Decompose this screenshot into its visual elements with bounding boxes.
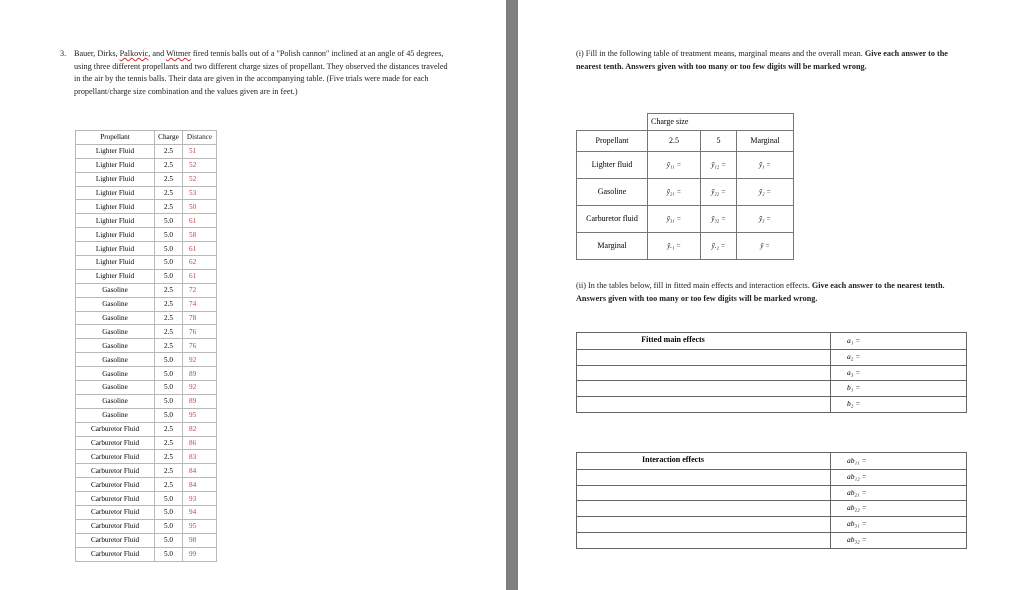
- cell-propellant: Carburetor Fluid: [76, 478, 155, 492]
- cell-propellant: Lighter Fluid: [76, 242, 155, 256]
- cell-distance: 95: [183, 519, 217, 533]
- data-table-header: [76, 131, 217, 145]
- cell-charge: 5.0: [155, 367, 183, 381]
- table-row: [76, 200, 217, 214]
- cell-distance: 50: [183, 200, 217, 214]
- cell-propellant: Carburetor Fluid: [76, 533, 155, 547]
- cell-propellant: Gasoline: [76, 283, 155, 297]
- table-row: [76, 144, 217, 158]
- interaction-effect-value-2[interactable]: ab₁₂ =: [847, 471, 867, 481]
- cell-charge: 5.0: [155, 256, 183, 270]
- cell-propellant: Lighter Fluid: [76, 186, 155, 200]
- cell-propellant: Carburetor Fluid: [76, 547, 155, 561]
- cell-charge: 5.0: [155, 353, 183, 367]
- intro-post: fired tennis balls out of a "Polish cannon" inclined at an angle of 45 degrees, using three different propellants and two different charge sizes of propellant. They observed the distances traveled in the air by the tennis balls. Their data are given in the accompanying table. (Five trials were made for each propellant/charge size combination and the values given are in feet.): [74, 49, 448, 96]
- row-carburetor-fluid: Carburetor fluid: [577, 205, 648, 232]
- cell-charge: 5.0: [155, 547, 183, 561]
- cell-distance: 74: [183, 297, 217, 311]
- table-row: [76, 394, 217, 408]
- cell-propellant: Gasoline: [76, 339, 155, 353]
- cell-charge: 2.5: [155, 200, 183, 214]
- cell-charge: 2.5: [155, 172, 183, 186]
- part-ii-instructions: [576, 280, 966, 305]
- table-row: [76, 506, 217, 520]
- cell-propellant: Lighter Fluid: [76, 269, 155, 283]
- cell-charge: 2.5: [155, 450, 183, 464]
- table-row: [76, 339, 217, 353]
- table-row: [76, 422, 217, 436]
- cell-propellant: Gasoline: [76, 381, 155, 395]
- table-row: [76, 214, 217, 228]
- cell-distance: 95: [183, 408, 217, 422]
- cell-propellant: Gasoline: [76, 367, 155, 381]
- cell-y1[interactable]: ȳ₁ =: [737, 151, 794, 178]
- cell-charge: 5.0: [155, 269, 183, 283]
- table-row: [76, 492, 217, 506]
- intro-and: , and: [148, 49, 167, 58]
- part-i-instructions: [576, 48, 966, 73]
- table-row: [76, 381, 217, 395]
- interaction-effect-value-5[interactable]: ab₃₁ =: [847, 519, 867, 529]
- data-table: [75, 130, 217, 562]
- cell-charge: 2.5: [155, 283, 183, 297]
- cell-y11[interactable]: ȳ₁₁ =: [648, 151, 701, 178]
- table-row: [76, 367, 217, 381]
- cell-distance: 62: [183, 256, 217, 270]
- cell-propellant: Gasoline: [76, 353, 155, 367]
- table-row: [76, 186, 217, 200]
- cell-distance: 94: [183, 506, 217, 520]
- cell-charge: 5.0: [155, 228, 183, 242]
- cell-charge: 2.5: [155, 436, 183, 450]
- cell-charge: 2.5: [155, 325, 183, 339]
- cell-charge: 5.0: [155, 381, 183, 395]
- table-row: [76, 464, 217, 478]
- cell-distance: 92: [183, 353, 217, 367]
- cell-distance: 76: [183, 339, 217, 353]
- cell-propellant: Carburetor Fluid: [76, 519, 155, 533]
- cell-charge: 2.5: [155, 144, 183, 158]
- cell-propellant: Gasoline: [76, 325, 155, 339]
- fitted-effect-value-5[interactable]: b₂ =: [847, 399, 861, 409]
- cell-y-overall[interactable]: ȳ =: [737, 232, 794, 259]
- interaction-effect-value-1[interactable]: ab₁₁ =: [847, 456, 867, 465]
- problem-statement: [60, 48, 452, 98]
- col-charge-2-5: 2.5: [648, 130, 701, 151]
- cell-propellant: Lighter Fluid: [76, 200, 155, 214]
- cell-propellant: Carburetor Fluid: [76, 464, 155, 478]
- right-page: [518, 0, 1024, 590]
- name-witmer: Witmer: [166, 49, 191, 58]
- header-charge: Charge: [155, 131, 183, 145]
- cell-propellant: Lighter Fluid: [76, 172, 155, 186]
- table-row: [76, 478, 217, 492]
- cell-distance: 61: [183, 242, 217, 256]
- left-page: [0, 0, 506, 590]
- cell-propellant: Lighter Fluid: [76, 214, 155, 228]
- table-row: [76, 436, 217, 450]
- table-row: [76, 311, 217, 325]
- cell-propellant: Lighter Fluid: [76, 256, 155, 270]
- cell-distance: 51: [183, 144, 217, 158]
- cell-distance: 72: [183, 283, 217, 297]
- fitted-main-effects-table: [576, 332, 967, 413]
- cell-distance: 83: [183, 450, 217, 464]
- intro-pre: Bauer, Dirks,: [74, 49, 120, 58]
- fitted-effect-value-3[interactable]: a₃ =: [847, 367, 861, 377]
- cell-charge: 5.0: [155, 533, 183, 547]
- cell-y12[interactable]: ȳ₁₂ =: [701, 151, 737, 178]
- means-table: [576, 113, 794, 260]
- cell-y3[interactable]: ȳ₃ =: [737, 205, 794, 232]
- table-row: [76, 408, 217, 422]
- table-row: [76, 228, 217, 242]
- cell-propellant: Gasoline: [76, 394, 155, 408]
- cell-y2[interactable]: ȳ₂ =: [737, 178, 794, 205]
- cell-propellant: Carburetor Fluid: [76, 422, 155, 436]
- cell-distance: 86: [183, 436, 217, 450]
- part-ii-text: (ii) In the tables below, fill in fitted main effects and interaction effects.: [576, 281, 812, 290]
- cell-distance: 99: [183, 547, 217, 561]
- cell-charge: 2.5: [155, 464, 183, 478]
- table-row: [76, 283, 217, 297]
- cell-distance: 61: [183, 214, 217, 228]
- table-row: [76, 172, 217, 186]
- cell-charge: 5.0: [155, 492, 183, 506]
- interaction-effect-value-3[interactable]: ab₂₁ =: [847, 487, 867, 497]
- table-row: [76, 269, 217, 283]
- cell-charge: 2.5: [155, 186, 183, 200]
- fitted-main-effects-label: Fitted main effects: [641, 335, 705, 344]
- cell-distance: 78: [183, 311, 217, 325]
- table-row: [76, 547, 217, 561]
- cell-charge: 2.5: [155, 478, 183, 492]
- problem-number: 3.: [60, 49, 67, 58]
- interaction-effect-value-6[interactable]: ab₃₂ =: [847, 535, 867, 544]
- table-row: [76, 450, 217, 464]
- cell-charge: 2.5: [155, 339, 183, 353]
- cell-propellant: Carburetor Fluid: [76, 492, 155, 506]
- cell-propellant: Lighter Fluid: [76, 158, 155, 172]
- fitted-effect-value-1[interactable]: a₁ =: [847, 336, 861, 345]
- cell-y-dot-2[interactable]: ȳ.₂ =: [701, 232, 737, 259]
- row-gasoline: Gasoline: [577, 178, 648, 205]
- cell-y31[interactable]: ȳ₃₁ =: [648, 205, 701, 232]
- cell-charge: 2.5: [155, 311, 183, 325]
- table-row: [76, 242, 217, 256]
- cell-charge: 5.0: [155, 506, 183, 520]
- fitted-effect-value-2[interactable]: a₂ =: [847, 351, 861, 361]
- name-palkovic: Palkovic: [119, 49, 149, 58]
- cell-y21[interactable]: ȳ₂₁ =: [648, 178, 701, 205]
- cell-distance: 89: [183, 394, 217, 408]
- cell-charge: 5.0: [155, 394, 183, 408]
- cell-propellant: Lighter Fluid: [76, 144, 155, 158]
- cell-charge: 5.0: [155, 408, 183, 422]
- cell-distance: 82: [183, 422, 217, 436]
- cell-distance: 58: [183, 228, 217, 242]
- cell-charge: 2.5: [155, 422, 183, 436]
- cell-charge: 5.0: [155, 214, 183, 228]
- cell-distance: 52: [183, 158, 217, 172]
- charge-size-header: Charge size: [648, 114, 794, 131]
- cell-propellant: Carburetor Fluid: [76, 450, 155, 464]
- col-propellant: Propellant: [577, 130, 648, 151]
- table-row: [76, 297, 217, 311]
- header-propellant: Propellant: [76, 131, 155, 145]
- row-lighter-fluid: Lighter fluid: [577, 151, 648, 178]
- col-marginal: Marginal: [737, 130, 794, 151]
- cell-distance: 61: [183, 269, 217, 283]
- table-row: [76, 325, 217, 339]
- table-row: [76, 353, 217, 367]
- cell-distance: 53: [183, 186, 217, 200]
- cell-propellant: Carburetor Fluid: [76, 436, 155, 450]
- cell-charge: 5.0: [155, 519, 183, 533]
- cell-distance: 76: [183, 325, 217, 339]
- part-i-text: (i) Fill in the following table of treatment means, marginal means and the overall mean.: [576, 49, 865, 58]
- fitted-effect-value-4[interactable]: b₁ =: [847, 383, 861, 393]
- cell-distance: 92: [183, 381, 217, 395]
- cell-propellant: Gasoline: [76, 311, 155, 325]
- header-distance: Distance: [183, 131, 217, 145]
- table-row: [76, 158, 217, 172]
- table-row: [76, 256, 217, 270]
- data-table-body: [76, 144, 217, 561]
- cell-distance: 84: [183, 478, 217, 492]
- cell-distance: 89: [183, 367, 217, 381]
- cell-propellant: Gasoline: [76, 297, 155, 311]
- part-ii-bold: Give each answer to the nearest tenth. Answers given with too many or too few digits will be marked wrong.: [576, 281, 945, 303]
- interaction-effect-value-4[interactable]: ab₂₂ =: [847, 503, 867, 513]
- cell-distance: 84: [183, 464, 217, 478]
- table-row: [76, 519, 217, 533]
- part-i-bold: Give each answer to the nearest tenth. Answers given with too many or too few digits will be marked wrong.: [576, 49, 948, 71]
- cell-y32[interactable]: ȳ₃₂ =: [701, 205, 737, 232]
- row-marginal: Marginal: [577, 232, 648, 259]
- cell-distance: 52: [183, 172, 217, 186]
- cell-y-dot-1[interactable]: ȳ.₁ =: [648, 232, 701, 259]
- cell-charge: 5.0: [155, 242, 183, 256]
- col-charge-5: 5: [701, 130, 737, 151]
- cell-y22[interactable]: ȳ₂₂ =: [701, 178, 737, 205]
- cell-propellant: Gasoline: [76, 408, 155, 422]
- interaction-effects-label: Interaction effects: [642, 455, 704, 464]
- cell-charge: 2.5: [155, 297, 183, 311]
- table-row: [76, 533, 217, 547]
- interaction-effects-table: [576, 452, 967, 549]
- cell-propellant: Carburetor Fluid: [76, 506, 155, 520]
- cell-distance: 98: [183, 533, 217, 547]
- cell-charge: 2.5: [155, 158, 183, 172]
- cell-distance: 93: [183, 492, 217, 506]
- cell-propellant: Lighter Fluid: [76, 228, 155, 242]
